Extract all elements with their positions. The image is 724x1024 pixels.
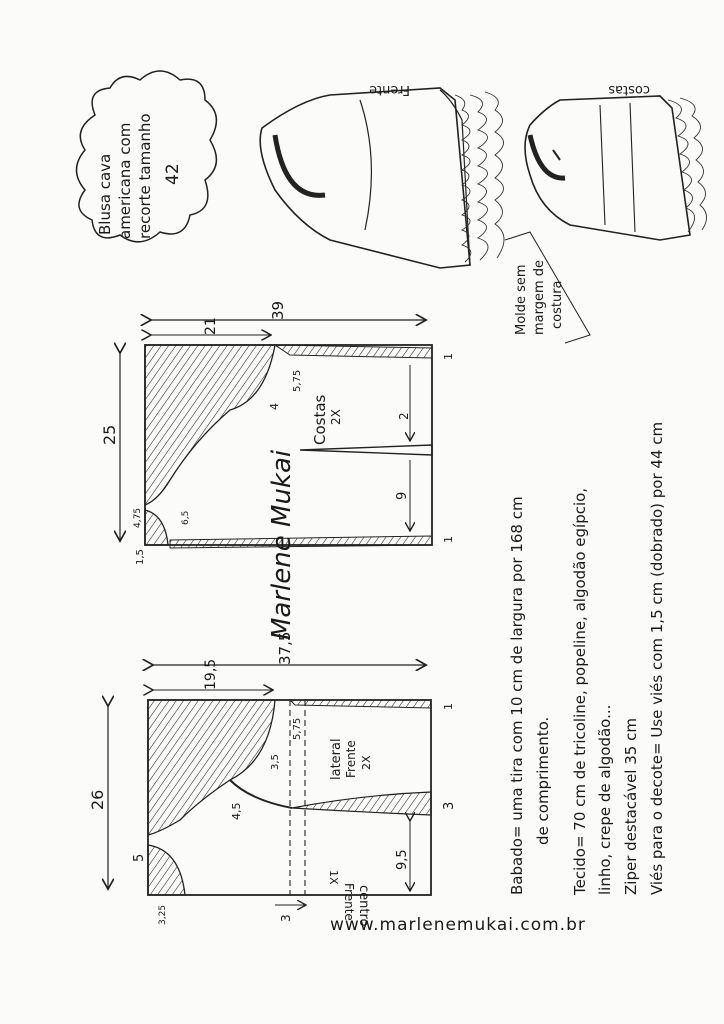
seam-allowance-note <box>505 232 590 343</box>
blouse-front-sketch <box>260 82 504 268</box>
frente-m1: 1 <box>442 703 455 710</box>
note-tecido-1: Tecido= 70 cm de tricoline, popeline, algodão egípcio, <box>571 487 589 895</box>
frente-width: 37,5 <box>276 631 294 665</box>
centro-piece-label: centro <box>356 885 371 927</box>
note-babado-2: de comprimento. <box>534 716 552 845</box>
frente-m45: 4,5 <box>230 802 243 820</box>
title-cloud <box>77 71 217 242</box>
frente-m3-right: 3 <box>442 801 457 810</box>
costas-dart: 2 <box>397 412 411 420</box>
costas-m65: 6,5 <box>181 510 191 525</box>
designer-signature: Marlene Mukai <box>267 449 297 640</box>
centro-piece-count: 1X <box>327 870 340 885</box>
costas-width: 39 <box>269 300 287 320</box>
frente-m3-bottom: 3 <box>279 914 293 922</box>
costas-m1-bottom: 1 <box>442 536 455 543</box>
title-line-3: recorte tamanho <box>136 113 154 239</box>
centro-piece-sub: Frente <box>342 883 356 921</box>
costas-m475: 4,75 <box>133 507 143 528</box>
costas-m4: 4 <box>268 403 281 410</box>
costas-m575: 5,75 <box>292 369 303 392</box>
frente-m575: 5,75 <box>292 717 303 740</box>
title-line-2: americana com <box>116 122 134 239</box>
frente-m5: 5 <box>132 853 147 862</box>
frente-m35: 3,5 <box>270 754 281 770</box>
costas-m1-top: 1 <box>442 353 455 360</box>
frente-height: 26 <box>88 789 107 810</box>
frente-m95: 9,5 <box>395 849 410 870</box>
costas-sketch-label: costas <box>608 82 650 97</box>
costas-piece-label: Costas <box>311 394 329 445</box>
instructions-block <box>508 422 666 896</box>
costas-height: 25 <box>100 424 119 445</box>
lateral-piece-sub: Frente <box>344 740 358 778</box>
costas-m15: 1,5 <box>135 549 146 565</box>
blouse-back-sketch <box>525 82 707 240</box>
costas-armhole: 21 <box>203 317 219 335</box>
note-vies: Viés para o decote= Use viés com 1,5 cm (dobrado) por 44 cm <box>648 421 666 895</box>
frente-sketch-label: Frente <box>369 82 410 97</box>
costas-m9: 9 <box>395 491 410 500</box>
molde-note-2: margem de <box>532 259 547 335</box>
website-url: www.marlenemukai.com.br <box>330 915 586 935</box>
frente-pattern <box>88 632 457 927</box>
lateral-piece-count: 2X <box>360 755 373 770</box>
frente-armhole: 19,5 <box>203 658 219 690</box>
lateral-piece-label: lateral <box>329 738 344 780</box>
title-size: 42 <box>163 163 183 185</box>
frente-m325: 3,25 <box>158 904 168 925</box>
note-babado-1: Babado= uma tira com 10 cm de largura por 168 cm <box>508 496 526 895</box>
title-line-1: Blusa cava <box>96 153 114 235</box>
costas-piece-count: 2X <box>329 409 343 425</box>
note-ziper: Ziper destacável 35 cm <box>622 718 640 895</box>
note-tecido-2: linho, crepe de algodão... <box>596 704 614 895</box>
molde-note-3: costura <box>550 280 565 329</box>
molde-note-1: Molde sem <box>514 264 529 335</box>
